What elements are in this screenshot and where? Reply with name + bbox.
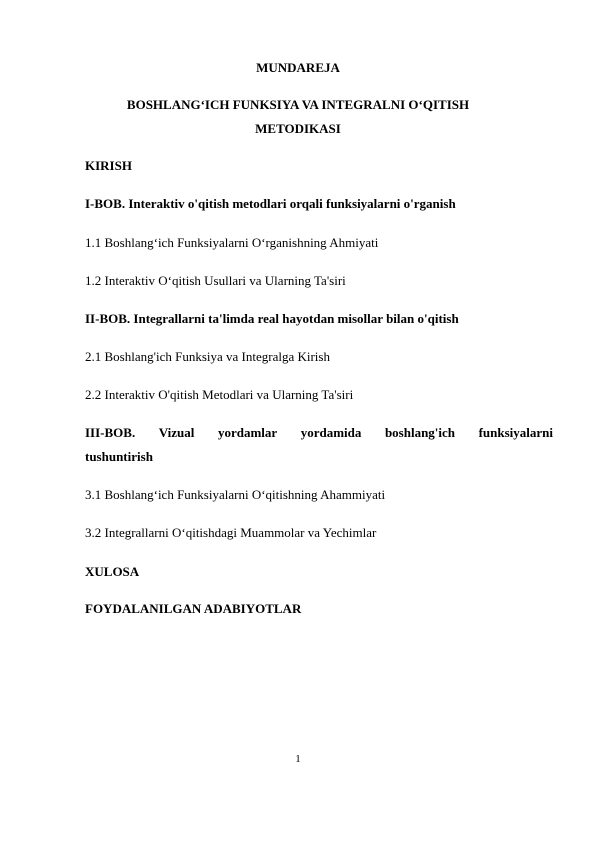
toc-entry-chapter-3-word: yordamida xyxy=(300,425,362,440)
toc-entry-chapter-3-word: yordamlar xyxy=(217,425,278,440)
contents-heading: MUNDAREJA xyxy=(256,60,340,75)
document-title-line-2: METODIKASI xyxy=(255,121,341,136)
toc-entry-chapter-2: II-BOB. Integrallarni ta'limda real hayotdan misollar bilan o'qitish xyxy=(85,311,459,326)
toc-entry-section-1-1: 1.1 Boshlang‘ich Funksiyalarni O‘rganishning Ahmiyati xyxy=(85,235,379,250)
page-number: 1 xyxy=(295,753,301,765)
toc-entry-chapter-1: I-BOB. Interaktiv o'qitish metodlari orqali funksiyalarni o'rganish xyxy=(85,196,456,211)
toc-entry-chapter-3-line-1 xyxy=(85,425,553,441)
toc-entry-chapter-3-word: III-BOB. xyxy=(85,425,136,440)
toc-entry-chapter-3-word: funksiyalarni xyxy=(478,425,553,440)
toc-entry-section-3-2: 3.2 Integrallarni O‘qitishdagi Muammolar va Yechimlar xyxy=(85,525,377,540)
toc-entry-references: FOYDALANILGAN ADABIYOTLAR xyxy=(85,601,302,616)
toc-entry-section-2-1: 2.1 Boshlang'ich Funksiya va Integralga Kirish xyxy=(85,349,330,364)
toc-entry-section-2-2: 2.2 Interaktiv O'qitish Metodlari va Ularning Ta'siri xyxy=(85,387,354,402)
document-title-line-1: BOSHLANG‘ICH FUNKSIYA VA INTEGRALNI O‘QITISH xyxy=(126,97,470,112)
toc-entry-intro: KIRISH xyxy=(85,158,132,173)
toc-entry-section-3-1: 3.1 Boshlang‘ich Funksiyalarni O‘qitishning Ahammiyati xyxy=(85,487,386,502)
toc-entry-conclusion: XULOSA xyxy=(85,564,140,579)
toc-entry-chapter-3-word: Vizual xyxy=(158,425,195,440)
toc-entry-chapter-3-line-2: tushuntirish xyxy=(85,449,153,464)
toc-entry-section-1-2: 1.2 Interaktiv O‘qitish Usullari va Ularning Ta'siri xyxy=(85,273,346,288)
toc-entry-chapter-3-word: boshlang'ich xyxy=(384,425,456,440)
